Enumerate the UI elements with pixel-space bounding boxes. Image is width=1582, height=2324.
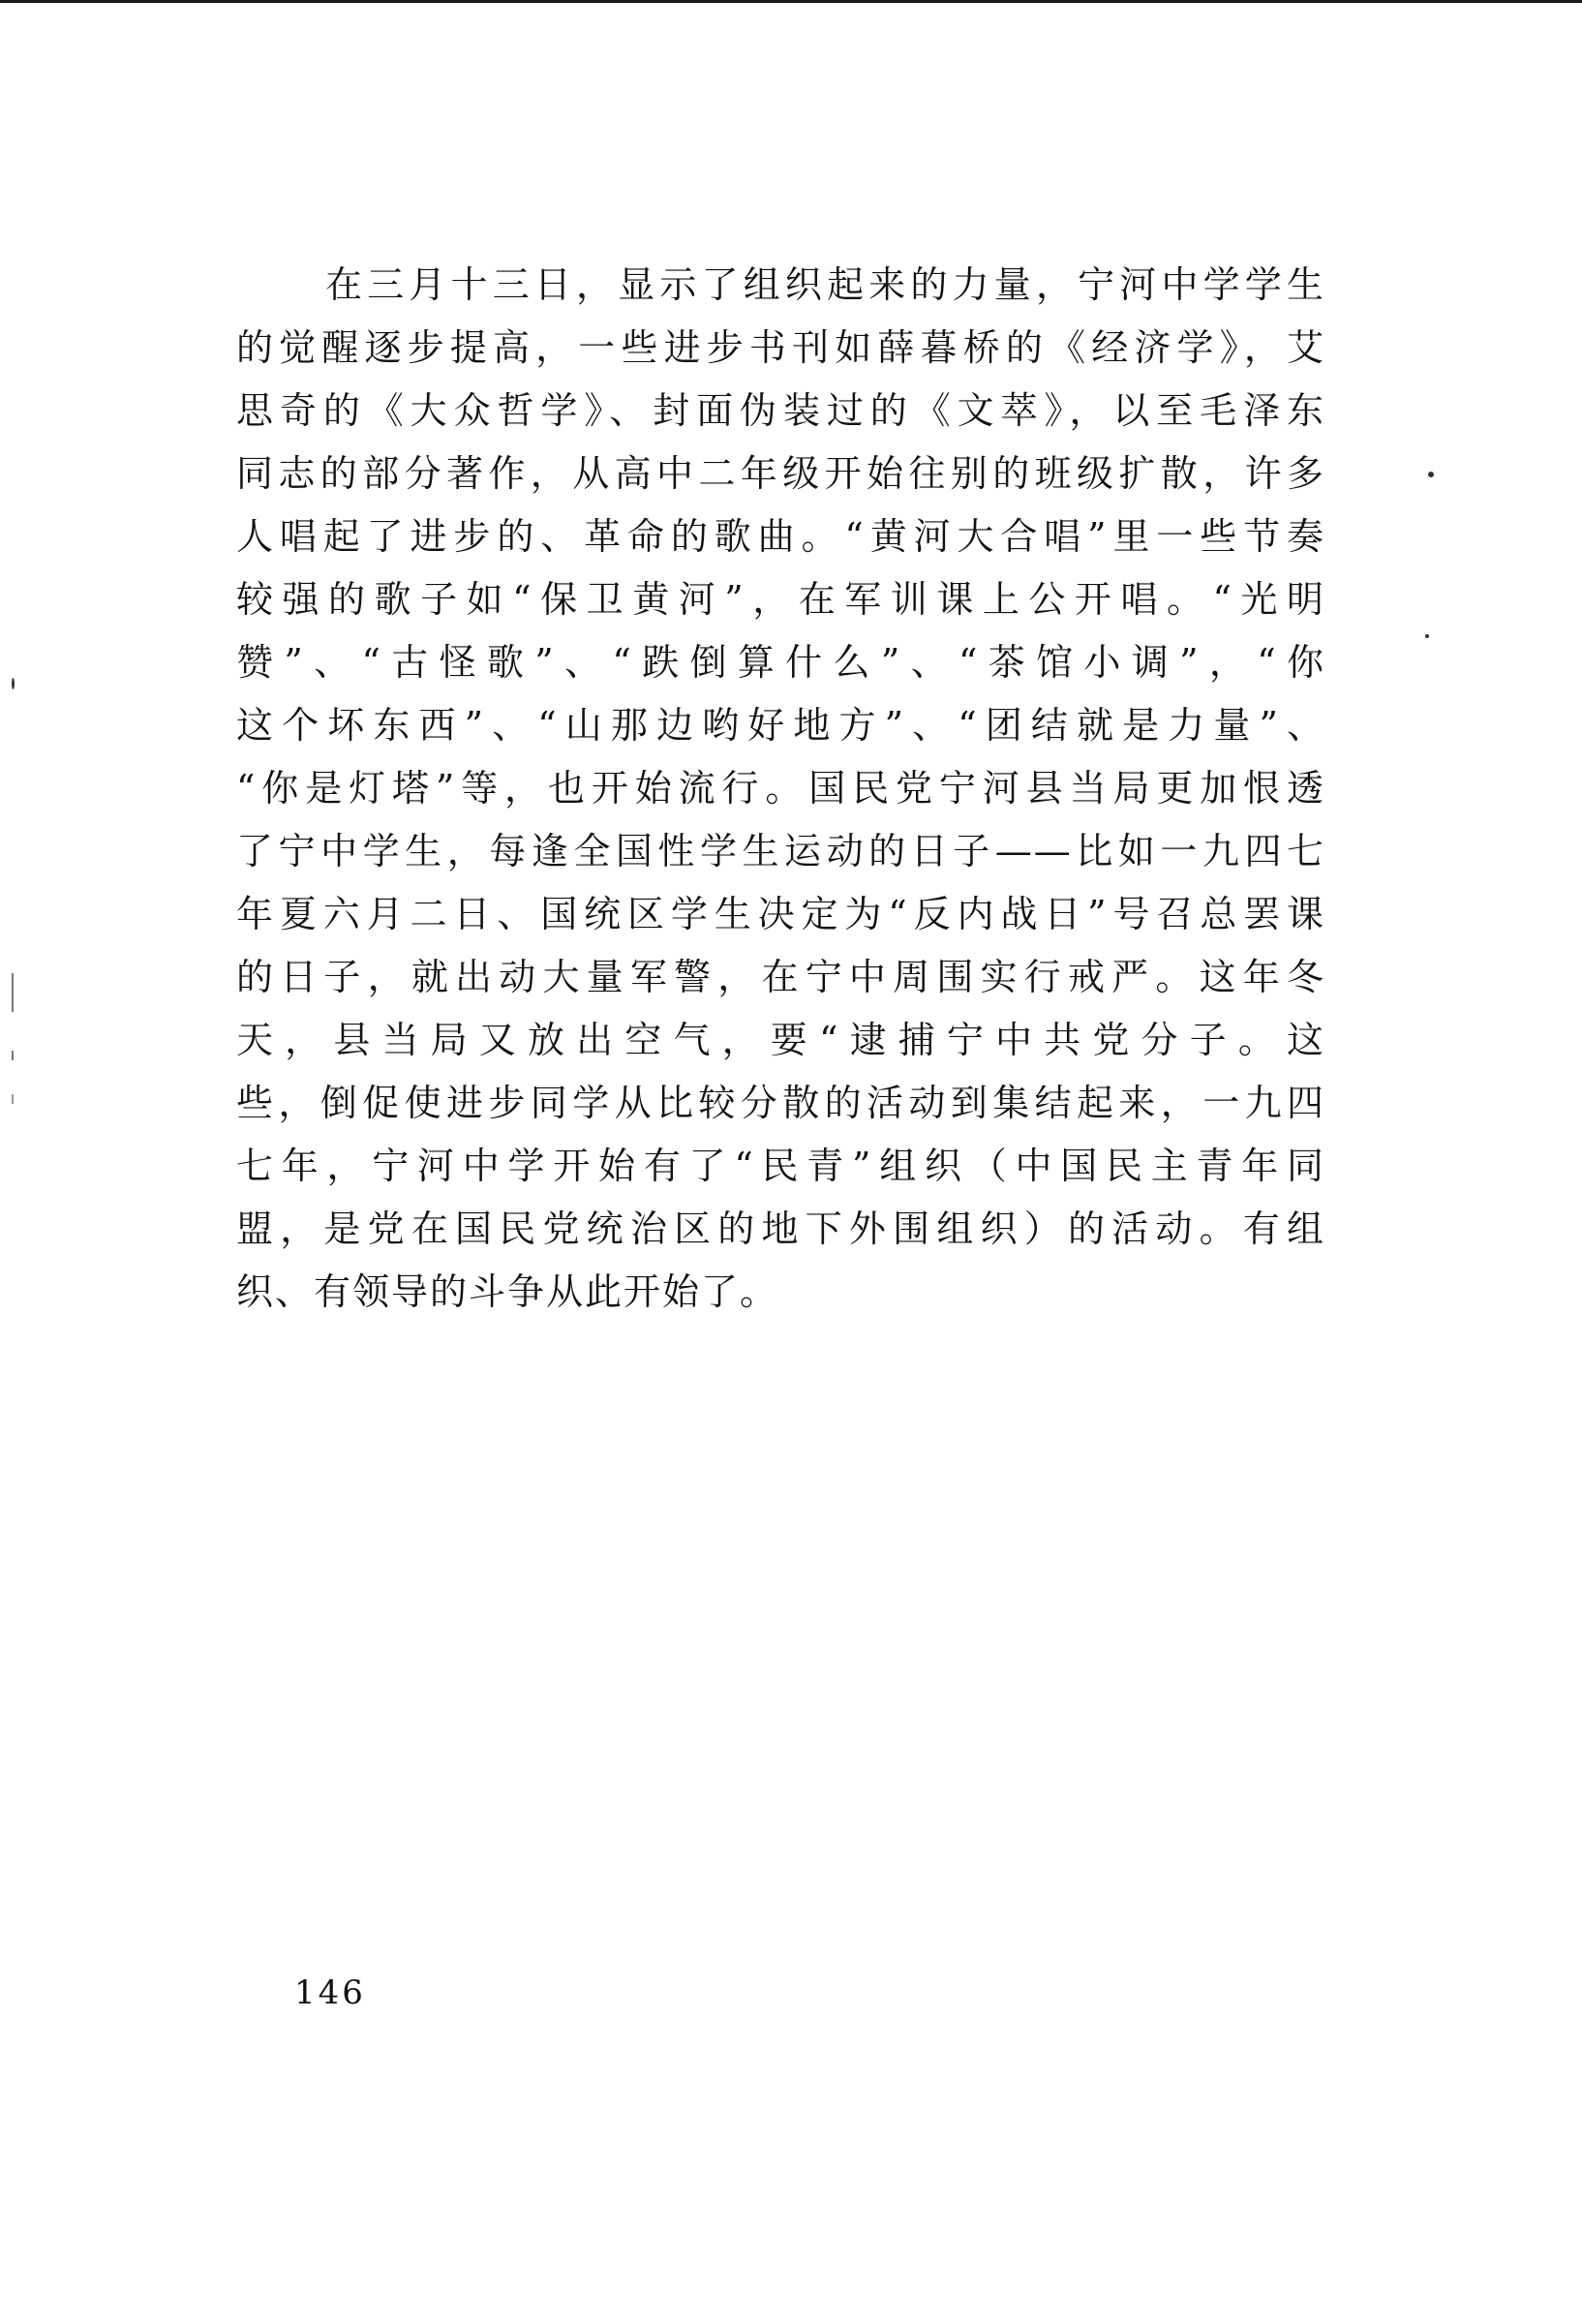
scan-speck [1428,472,1434,477]
text-line: 人唱起了进步的、革命的歌曲。“黄河大合唱”里一些节奏 [236,515,1325,558]
text-line: 思奇的《大众哲学》、封面伪装过的《文萃》，以至毛泽东 [236,389,1325,432]
text-line: 了宁中学生，每逢全国性学生运动的日子——比如一九四七 [236,830,1325,872]
page-top-edge [0,0,1582,3]
text-line: 同志的部分著作，从高中二年级开始往别的班级扩散，许多 [236,452,1325,495]
scan-speck [12,1094,14,1104]
scan-speck [12,678,15,689]
scan-speck [12,1051,14,1060]
text-line: 的日子，就出动大量军警，在宁中周围实行戒严。这年冬 [236,956,1325,998]
text-line: 七年，宁河中学开始有了“民青”组织（中国民主青年同 [236,1145,1325,1187]
text-line: 在三月十三日，显示了组织起来的力量，宁河中学学生 [325,263,1325,306]
text-line: 天，县当局又放出空气，要“逮捕宁中共党分子。这 [236,1019,1325,1061]
text-line: 赞”、“古怪歌”、“跌倒算什么”、“茶馆小调”，“你 [236,641,1325,684]
text-line: 年夏六月二日、国统区学生决定为“反内战日”号召总罢课 [236,893,1325,935]
scan-speck [1425,634,1429,638]
text-line: 这个坏东西”、“山那边哟好地方”、“团结就是力量”、 [236,704,1325,747]
text-line: 些，倒促使进步同学从比较分散的活动到集结起来，一九四 [236,1082,1325,1124]
text-line: 盟，是党在国民党统治区的地下外围组织）的活动。有组 [236,1208,1325,1250]
scan-speck [12,973,14,1012]
text-line: 较强的歌子如“保卫黄河”，在军训课上公开唱。“光明 [236,578,1325,621]
page-number: 146 [294,1973,366,2012]
text-line: 的觉醒逐步提高，一些进步书刊如薛暮桥的《经济学》，艾 [236,326,1325,369]
text-line: 织、有领导的斗争从此开始了。 [236,1270,779,1313]
text-line: “你是灯塔”等，也开始流行。国民党宁河县当局更加恨透 [236,767,1325,810]
body-text [236,254,1325,1324]
